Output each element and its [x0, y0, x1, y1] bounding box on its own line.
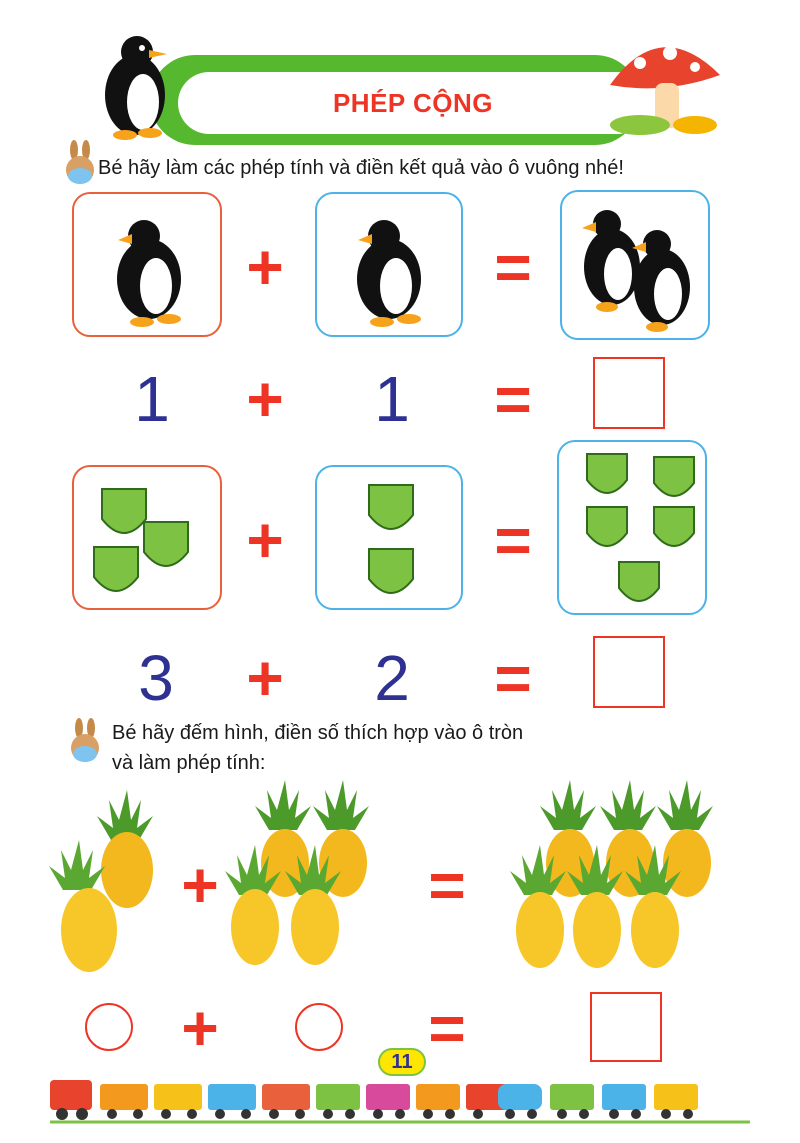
- equals-sign: =: [428, 992, 466, 1064]
- equals-sign: =: [494, 642, 532, 714]
- pineapple-group-icon: [55, 780, 165, 980]
- page-title: PHÉP CỘNG: [332, 88, 494, 118]
- answer-box-2[interactable]: [593, 636, 665, 708]
- two-penguins-icon: [562, 192, 712, 342]
- plus-sign: +: [246, 231, 284, 303]
- picture-box-1: [72, 192, 222, 337]
- equals-sign: =: [494, 231, 532, 303]
- picture-box-2: [315, 192, 463, 337]
- number-b-1: 1: [374, 363, 410, 435]
- bunny-egg-icon: [60, 140, 100, 185]
- number-b-2: 2: [374, 642, 410, 714]
- pineapple-group-icon: [225, 775, 385, 975]
- penguin-icon: [74, 194, 224, 339]
- mask-icon: [74, 467, 224, 612]
- mask-icon: [317, 467, 465, 612]
- plus-sign: +: [246, 363, 284, 435]
- answer-circle-1[interactable]: [85, 1003, 133, 1051]
- pineapple-group-icon: [505, 775, 725, 980]
- page-number: 11: [378, 1048, 426, 1076]
- plus-sign: +: [181, 992, 219, 1064]
- number-a-1: 1: [134, 363, 170, 435]
- instruction-text-2b: và làm phép tính:: [112, 752, 266, 774]
- equals-sign: =: [428, 849, 466, 921]
- train-border-icon: [50, 1070, 750, 1130]
- equals-sign: =: [494, 504, 532, 576]
- bunny-egg-icon: [65, 718, 105, 763]
- mask-icon: [559, 442, 709, 617]
- picture-box-3: [72, 465, 222, 610]
- penguin-mascot-icon: [95, 30, 185, 140]
- number-a-2: 3: [138, 642, 174, 714]
- mushroom-icon: [600, 25, 730, 140]
- instruction-text-1: Bé hãy làm các phép tính và điền kết quả vào ô vuông nhé!: [98, 157, 624, 179]
- answer-box-3[interactable]: [590, 992, 662, 1062]
- plus-sign: +: [181, 849, 219, 921]
- plus-sign: +: [246, 504, 284, 576]
- instruction-text-2a: Bé hãy đếm hình, điền số thích hợp vào ô tròn: [112, 722, 524, 744]
- picture-box-4: [315, 465, 463, 610]
- answer-box-1[interactable]: [593, 357, 665, 429]
- picture-box-result-1: [560, 190, 710, 340]
- picture-box-result-2: [557, 440, 707, 615]
- penguin-icon: [317, 194, 465, 339]
- plus-sign: +: [246, 642, 284, 714]
- answer-circle-2[interactable]: [295, 1003, 343, 1051]
- equals-sign: =: [494, 363, 532, 435]
